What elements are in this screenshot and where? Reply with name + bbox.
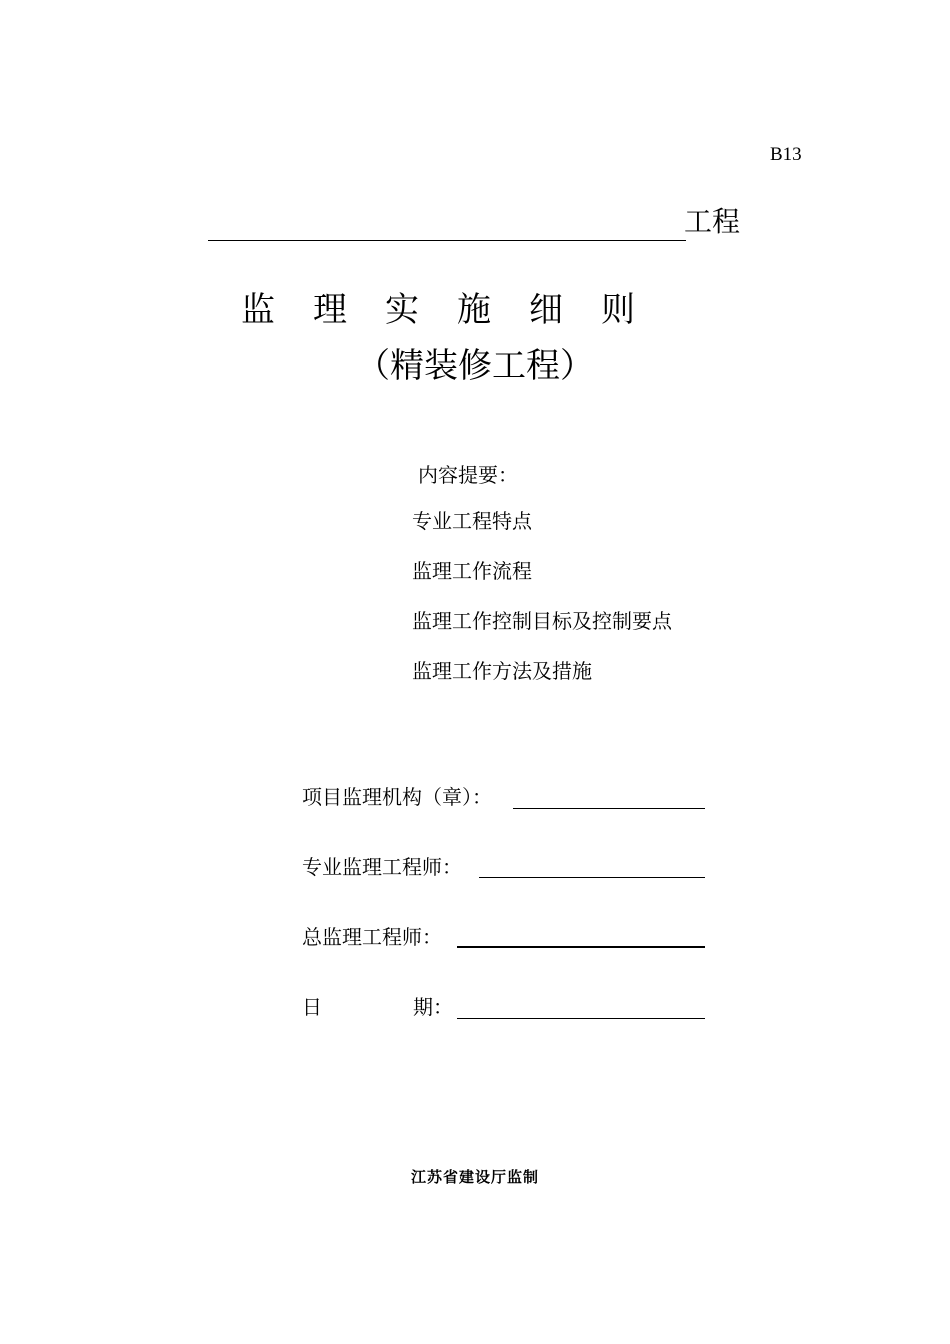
- specialist-engineer-label: 专业监理工程师：: [302, 855, 462, 879]
- form-code: B13: [770, 144, 802, 165]
- project-suffix: 工程: [684, 205, 741, 238]
- chief-engineer-label: 总监理工程师：: [302, 925, 442, 949]
- contents-item: 监理工作方法及措施: [412, 659, 592, 683]
- document-subtitle: （精装修工程）: [356, 346, 594, 386]
- specialist-engineer-field[interactable]: [479, 877, 705, 878]
- contents-item: 专业工程特点: [412, 509, 532, 533]
- date-label-right: 期：: [413, 995, 453, 1019]
- contents-item: 监理工作控制目标及控制要点: [412, 609, 672, 633]
- date-field[interactable]: [457, 1018, 705, 1019]
- project-name-field[interactable]: [208, 240, 686, 241]
- date-label-left: 日: [302, 995, 322, 1019]
- contents-item: 监理工作流程: [412, 559, 532, 583]
- contents-list: [412, 508, 672, 708]
- chief-engineer-field[interactable]: [457, 946, 705, 948]
- contents-heading: 内容提要：: [418, 463, 518, 487]
- issuer-footer: 江苏省建设厅监制: [410, 1168, 539, 1186]
- document-title: 监理实施细则: [241, 290, 673, 330]
- org-seal-field[interactable]: [513, 808, 705, 809]
- org-label: 项目监理机构（章）：: [302, 785, 492, 809]
